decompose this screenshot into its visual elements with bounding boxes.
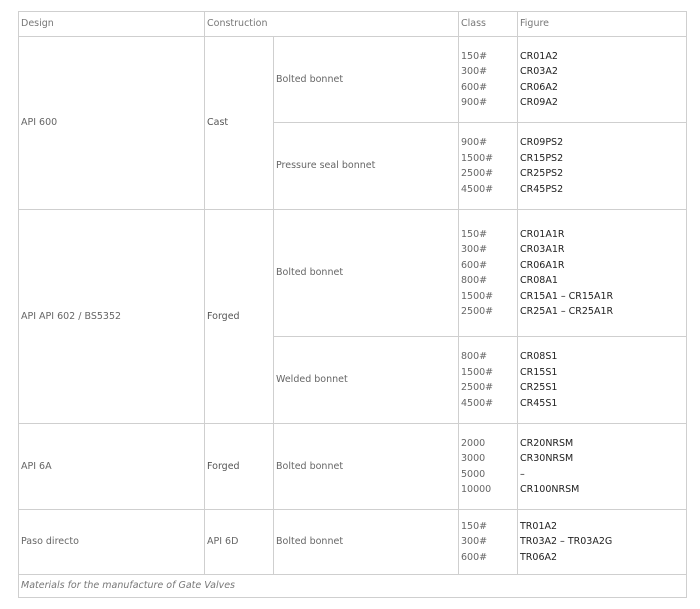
design-cell: API 6A: [19, 424, 205, 510]
bonnet-cell: Bolted bonnet: [274, 424, 459, 510]
class-cell: [459, 123, 518, 210]
figure-code: CR06A1R: [520, 259, 565, 271]
figure-cell: [518, 337, 687, 424]
figure-code: CR45S1: [520, 397, 558, 409]
header-row: [19, 12, 687, 37]
header-figure: Figure: [518, 12, 687, 37]
header-construction: Construction: [205, 12, 459, 37]
class-cell: [459, 37, 518, 123]
class-value: 2500#: [461, 168, 494, 179]
class-value: 600#: [461, 259, 488, 271]
class-value: 1500#: [461, 152, 494, 164]
class-value: 3000: [461, 453, 486, 464]
bonnet-cell: Bolted bonnet: [274, 210, 459, 337]
figure-code: TR03A2 – TR03A2G: [520, 536, 613, 548]
header-class: Class: [459, 12, 518, 37]
class-cell: [459, 210, 518, 337]
header-design: Design: [19, 12, 205, 37]
class-value: 4500#: [461, 397, 494, 409]
figure-code: CR09A2: [520, 97, 558, 108]
figure-code: CR03A1R: [520, 244, 565, 255]
class-value: 1500#: [461, 366, 494, 378]
figure-code: CR15A1 – CR15A1R: [520, 290, 614, 302]
figure-code: CR08A1: [520, 275, 558, 286]
table-row: [19, 510, 687, 575]
class-value: 150#: [461, 228, 488, 240]
figure-code: CR25A1 – CR25A1R: [520, 306, 614, 317]
class-cell: [459, 337, 518, 424]
class-value: 2500#: [461, 382, 494, 393]
class-value: 600#: [461, 81, 488, 93]
figure-code: CR01A2: [520, 50, 558, 62]
figure-code: CR20NRSM: [520, 437, 574, 449]
figure-cell: [518, 210, 687, 337]
caption-row: [19, 575, 687, 598]
table-row: [19, 210, 687, 337]
figure-code: CR25S1: [520, 382, 558, 393]
figure-code: CR08S1: [520, 351, 558, 362]
figure-code: CR45PS2: [520, 183, 564, 195]
class-value: 900#: [461, 97, 488, 108]
class-value: 2000: [461, 437, 486, 449]
figure-code: TR06A2: [520, 551, 558, 563]
figure-cell: [518, 424, 687, 510]
figure-code: CR09PS2: [520, 137, 564, 148]
table-row: [19, 37, 687, 123]
construction-cell: API 6D: [205, 510, 274, 575]
class-value: 10000: [461, 484, 492, 495]
figure-code: CR01A1R: [520, 228, 565, 240]
construction-cell: Cast: [205, 37, 274, 210]
construction-cell: Forged: [205, 210, 274, 424]
bonnet-cell: Bolted bonnet: [274, 510, 459, 575]
class-value: 4500#: [461, 183, 494, 195]
gate-valves-table: [18, 11, 687, 598]
bonnet-cell: Welded bonnet: [274, 337, 459, 424]
table-body: [19, 37, 687, 598]
class-value: 300#: [461, 66, 488, 77]
figure-code: CR25PS2: [520, 168, 564, 179]
class-value: 2500#: [461, 306, 494, 317]
class-value: 150#: [461, 520, 488, 532]
class-value: 300#: [461, 244, 488, 255]
class-value: 5000: [461, 468, 486, 480]
figure-cell: [518, 123, 687, 210]
class-value: 150#: [461, 50, 488, 62]
class-value: 300#: [461, 536, 488, 548]
bonnet-cell: Pressure seal bonnet: [274, 123, 459, 210]
class-value: 600#: [461, 551, 488, 563]
figure-code: CR15S1: [520, 366, 558, 378]
design-cell: API 600: [19, 37, 205, 210]
design-cell: Paso directo: [19, 510, 205, 575]
table-caption: Materials for the manufacture of Gate Valves: [19, 575, 687, 598]
bonnet-cell: Bolted bonnet: [274, 37, 459, 123]
figure-code: TR01A2: [520, 520, 558, 532]
figure-cell: [518, 510, 687, 575]
figure-code: CR100NRSM: [520, 484, 580, 495]
class-cell: [459, 424, 518, 510]
figure-code: CR15PS2: [520, 152, 564, 164]
class-cell: [459, 510, 518, 575]
figure-code: CR03A2: [520, 66, 558, 77]
class-value: 800#: [461, 351, 488, 362]
figure-code: CR30NRSM: [520, 453, 574, 464]
class-value: 1500#: [461, 290, 494, 302]
construction-cell: Forged: [205, 424, 274, 510]
class-value: 900#: [461, 137, 488, 148]
class-value: 800#: [461, 275, 488, 286]
figure-code: CR06A2: [520, 81, 558, 93]
figure-cell: [518, 37, 687, 123]
figure-code: –: [520, 468, 525, 480]
design-cell: API API 602 / BS5352: [19, 210, 205, 424]
table-row: [19, 424, 687, 510]
